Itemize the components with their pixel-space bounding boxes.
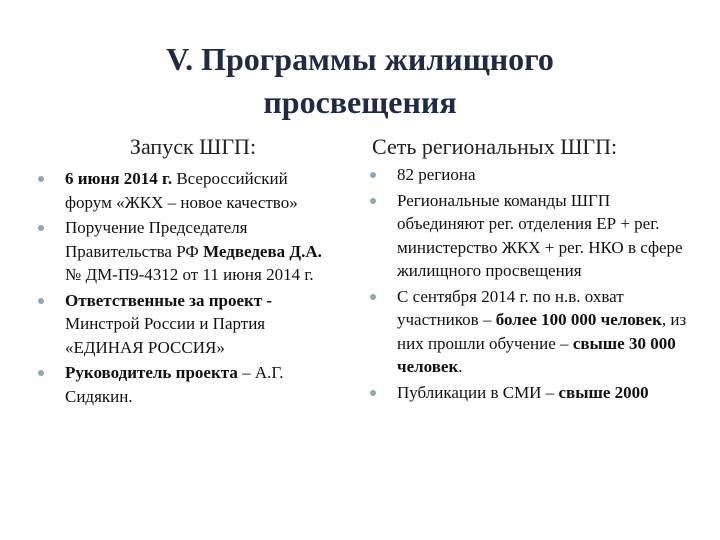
- list-item: [38, 361, 338, 408]
- list-item: [38, 167, 338, 214]
- item-text: 82 региона: [397, 165, 476, 184]
- item-bold: 6 июня 2014 г.: [65, 169, 173, 188]
- item-bold: свыше 2000: [558, 382, 649, 402]
- bullet-icon: [370, 294, 376, 300]
- item-text: Минстрой России и Партия «ЕДИНАЯ РОССИЯ»: [65, 314, 266, 357]
- slide-title: [0, 38, 720, 124]
- item-text: № ДМ-П9-4312 от 11 июня 2014 г.: [65, 265, 314, 284]
- left-bullet-list: [38, 167, 338, 410]
- list-item: [370, 189, 700, 283]
- bullet-icon: [370, 198, 376, 204]
- list-item: [370, 381, 700, 405]
- bullet-icon: [38, 225, 44, 231]
- list-item: [38, 216, 338, 287]
- left-column-heading: Запуск ШГП:: [129, 134, 257, 159]
- item-bold: Руководитель проекта: [65, 363, 238, 382]
- right-bullet-list: [370, 163, 700, 406]
- bullet-icon: [38, 370, 44, 376]
- item-bold: более 100 000 человек: [495, 310, 662, 329]
- item-bold: Медведева Д.А.: [203, 241, 322, 261]
- item-text: Всероссийский форум «ЖКХ – новое качество»: [65, 169, 298, 212]
- title-line-1: V. Программы жилищного: [166, 41, 554, 77]
- list-item: [370, 163, 700, 187]
- bullet-icon: [370, 390, 376, 396]
- item-text: С сентября 2014 г. по н.в. охват участников –: [397, 286, 624, 329]
- item-text: Региональные команды ШГП объединяют рег. отделения ЕР + рег. министерство ЖКХ + рег. НКО в сфере жилищного просвещения: [397, 190, 683, 280]
- item-text: Публикации в СМИ –: [397, 382, 559, 402]
- item-bold: свыше 30 000 человек: [397, 333, 676, 376]
- item-text: , из них прошли обучение –: [397, 310, 687, 353]
- item-text: – А.Г. Сидякин.: [65, 363, 284, 406]
- item-text: .: [458, 357, 463, 376]
- title-line-2: просвещения: [263, 84, 457, 120]
- bullet-icon: [38, 298, 44, 304]
- list-item: [370, 285, 700, 379]
- bullet-icon: [370, 172, 376, 178]
- list-item: [38, 289, 338, 360]
- item-bold: Ответственные за проект -: [65, 290, 273, 310]
- right-column-heading: Сеть региональных ШГП:: [372, 134, 618, 159]
- item-text: Поручение Председателя Правительства РФ: [65, 218, 248, 261]
- bullet-icon: [38, 176, 44, 182]
